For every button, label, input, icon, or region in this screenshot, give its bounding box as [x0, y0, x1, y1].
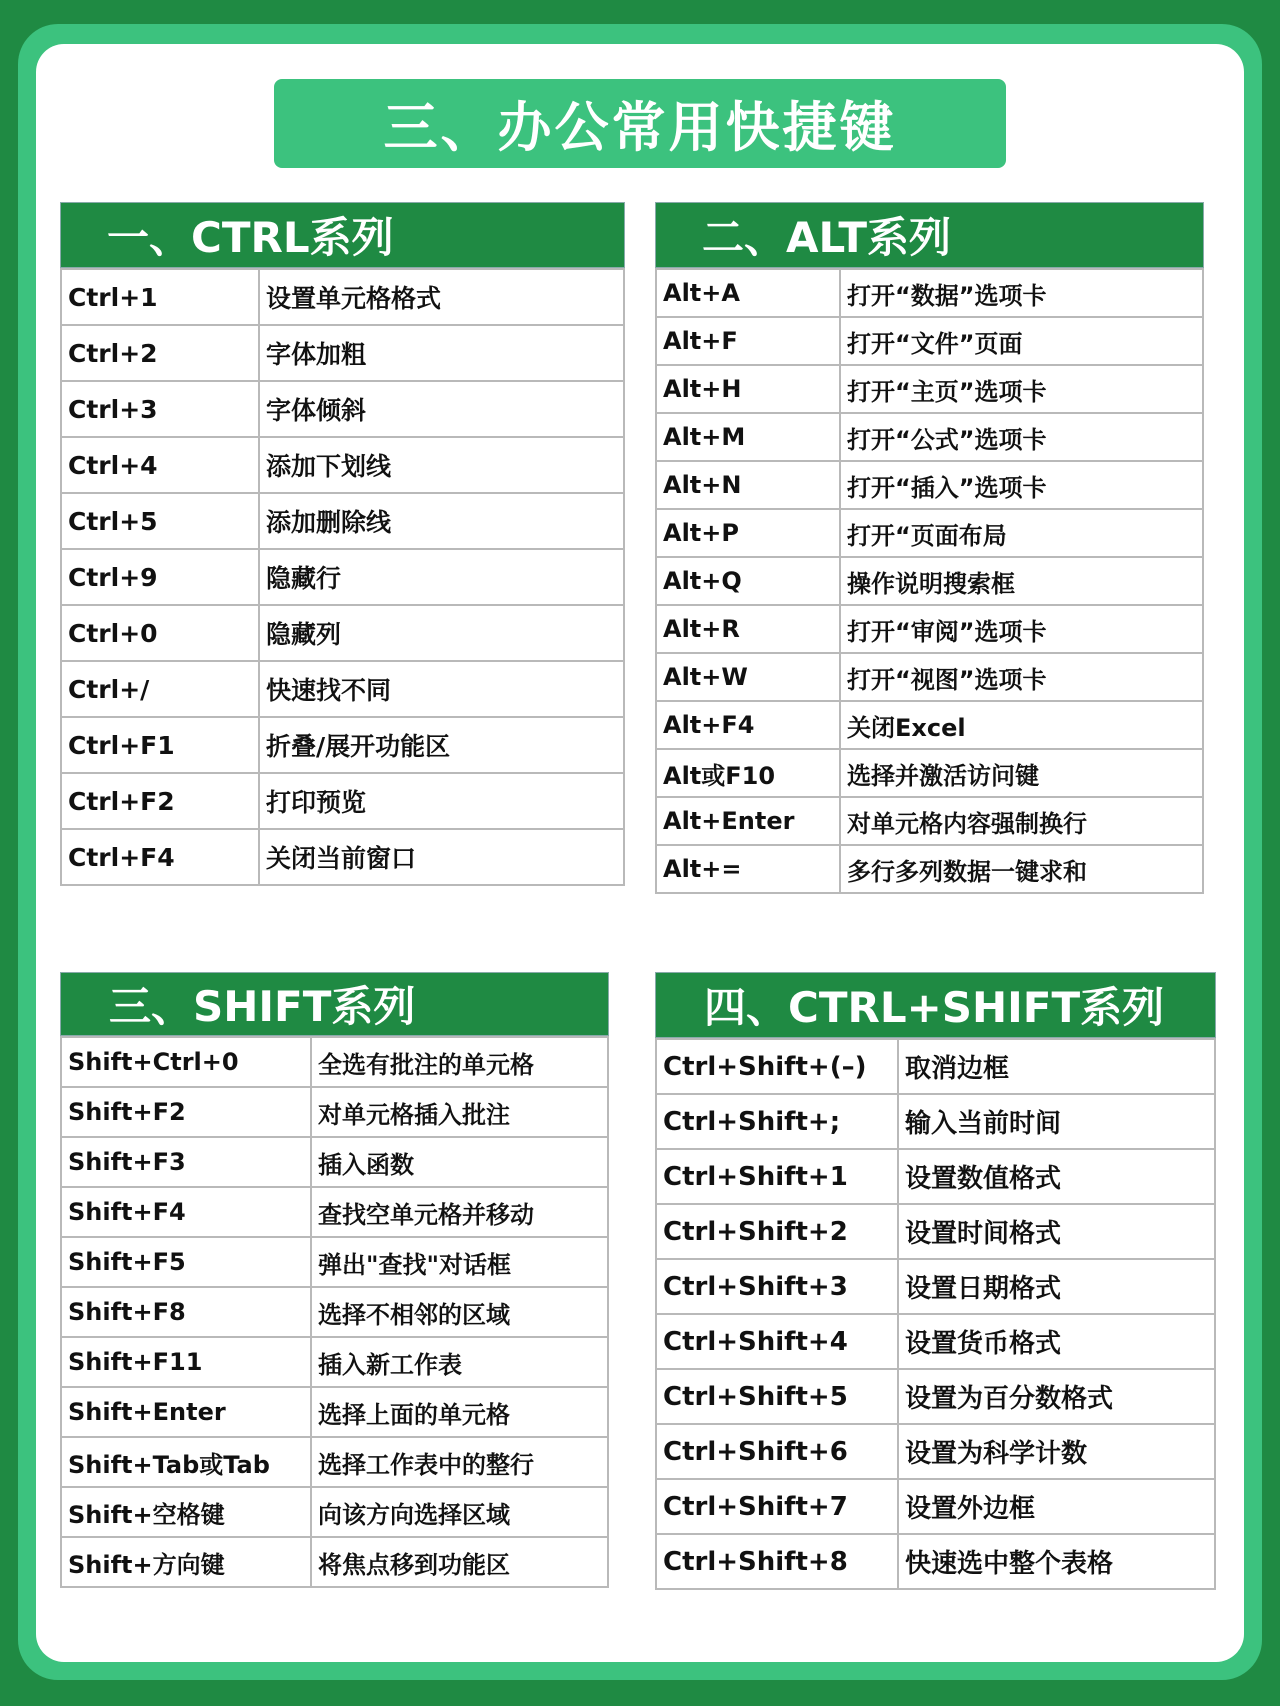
shortcut-description: 选择工作表中的整行 — [311, 1437, 608, 1487]
shortcut-description: 设置数值格式 — [898, 1149, 1215, 1204]
shortcut-key: Alt+F4 — [656, 701, 840, 749]
table-row — [656, 269, 1203, 317]
shortcut-description: 打印预览 — [259, 773, 624, 829]
table-row — [656, 317, 1203, 365]
shortcut-description: 设置外边框 — [898, 1479, 1215, 1534]
section-heading: 三、SHIFT系列 — [60, 972, 609, 1036]
table-row — [656, 1479, 1215, 1534]
ctrl-shortcut-panel — [60, 202, 625, 886]
shortcut-description: 操作说明搜索框 — [840, 557, 1203, 605]
table-row — [61, 437, 624, 493]
shortcut-key: Ctrl+3 — [61, 381, 259, 437]
shortcut-description: 多行多列数据一键求和 — [840, 845, 1203, 893]
shortcut-key: Shift+F2 — [61, 1087, 311, 1137]
table-row — [656, 845, 1203, 893]
table-row — [656, 797, 1203, 845]
shortcut-key: Ctrl+F1 — [61, 717, 259, 773]
shortcut-key: Ctrl+Shift+; — [656, 1094, 898, 1149]
table-row — [61, 549, 624, 605]
page-title: 三、办公常用快捷键 — [274, 79, 1006, 168]
shortcut-key: Ctrl+9 — [61, 549, 259, 605]
shortcut-description: 打开“页面布局 — [840, 509, 1203, 557]
shortcut-key: Shift+F8 — [61, 1287, 311, 1337]
shortcut-description: 输入当前时间 — [898, 1094, 1215, 1149]
shift-shortcut-panel — [60, 972, 609, 1588]
table-row — [61, 661, 624, 717]
shortcut-key: Alt或F10 — [656, 749, 840, 797]
shortcut-key: Ctrl+5 — [61, 493, 259, 549]
shortcut-description: 隐藏行 — [259, 549, 624, 605]
shortcut-key: Ctrl+Shift+1 — [656, 1149, 898, 1204]
table-row — [61, 1537, 608, 1587]
table-row — [61, 1037, 608, 1087]
shortcut-key: Alt+F — [656, 317, 840, 365]
shortcut-key: Alt+W — [656, 653, 840, 701]
shortcut-key: Shift+F11 — [61, 1337, 311, 1387]
shortcut-description: 添加下划线 — [259, 437, 624, 493]
shortcut-table — [655, 268, 1204, 894]
shortcut-key: Ctrl+Shift+8 — [656, 1534, 898, 1589]
shortcut-description: 全选有批注的单元格 — [311, 1037, 608, 1087]
table-row — [656, 1039, 1215, 1094]
table-row — [61, 717, 624, 773]
table-row — [61, 1137, 608, 1187]
shortcut-key: Alt+P — [656, 509, 840, 557]
table-row — [656, 461, 1203, 509]
table-row — [61, 1437, 608, 1487]
shortcut-description: 打开“审阅”选项卡 — [840, 605, 1203, 653]
shortcut-description: 打开“公式”选项卡 — [840, 413, 1203, 461]
shortcut-key: Ctrl+2 — [61, 325, 259, 381]
section-heading: 一、CTRL系列 — [60, 202, 625, 268]
shortcut-key: Alt+= — [656, 845, 840, 893]
section-heading: 二、ALT系列 — [655, 202, 1204, 268]
shortcut-description: 设置为科学计数 — [898, 1424, 1215, 1479]
table-row — [61, 1387, 608, 1437]
table-row — [61, 1337, 608, 1387]
table-row — [61, 829, 624, 885]
shortcut-key: Alt+M — [656, 413, 840, 461]
shortcut-description: 关闭Excel — [840, 701, 1203, 749]
shortcut-description: 关闭当前窗口 — [259, 829, 624, 885]
shortcut-description: 添加删除线 — [259, 493, 624, 549]
shortcut-description: 打开“视图”选项卡 — [840, 653, 1203, 701]
shortcut-key: Ctrl+Shift+5 — [656, 1369, 898, 1424]
shortcut-key: Ctrl+Shift+2 — [656, 1204, 898, 1259]
shortcut-description: 对单元格插入批注 — [311, 1087, 608, 1137]
shortcut-description: 插入函数 — [311, 1137, 608, 1187]
table-row — [61, 325, 624, 381]
table-row — [656, 413, 1203, 461]
section-heading: 四、CTRL+SHIFT系列 — [655, 972, 1216, 1038]
table-row — [656, 653, 1203, 701]
shortcut-table — [60, 268, 625, 886]
shortcut-key: Alt+Enter — [656, 797, 840, 845]
table-row — [656, 1094, 1215, 1149]
table-row — [61, 1237, 608, 1287]
shortcut-key: Shift+方向键 — [61, 1537, 311, 1587]
shortcut-description: 将焦点移到功能区 — [311, 1537, 608, 1587]
table-row — [61, 493, 624, 549]
shortcut-key: Alt+H — [656, 365, 840, 413]
shortcut-description: 打开“数据”选项卡 — [840, 269, 1203, 317]
table-row — [656, 509, 1203, 557]
shortcut-description: 选择不相邻的区域 — [311, 1287, 608, 1337]
shortcut-key: Ctrl+/ — [61, 661, 259, 717]
shortcut-description: 折叠/展开功能区 — [259, 717, 624, 773]
table-row — [61, 1087, 608, 1137]
shortcut-description: 设置时间格式 — [898, 1204, 1215, 1259]
shortcut-key: Shift+Enter — [61, 1387, 311, 1437]
ctrl-shift-shortcut-panel — [655, 972, 1216, 1590]
table-row — [656, 557, 1203, 605]
table-row — [61, 1187, 608, 1237]
table-row — [656, 749, 1203, 797]
shortcut-description: 快速找不同 — [259, 661, 624, 717]
table-row — [656, 365, 1203, 413]
shortcut-key: Ctrl+Shift+4 — [656, 1314, 898, 1369]
table-row — [61, 773, 624, 829]
shortcut-key: Shift+空格键 — [61, 1487, 311, 1537]
shortcut-key: Ctrl+4 — [61, 437, 259, 493]
shortcut-description: 插入新工作表 — [311, 1337, 608, 1387]
table-row — [61, 269, 624, 325]
shortcut-description: 向该方向选择区域 — [311, 1487, 608, 1537]
shortcut-description: 打开“文件”页面 — [840, 317, 1203, 365]
shortcut-description: 字体加粗 — [259, 325, 624, 381]
table-row — [61, 1287, 608, 1337]
shortcut-key: Ctrl+F4 — [61, 829, 259, 885]
shortcut-key: Shift+F3 — [61, 1137, 311, 1187]
shortcut-key: Alt+N — [656, 461, 840, 509]
shortcut-description: 弹出"查找"对话框 — [311, 1237, 608, 1287]
shortcut-key: Ctrl+1 — [61, 269, 259, 325]
shortcut-description: 设置为百分数格式 — [898, 1369, 1215, 1424]
table-row — [656, 1204, 1215, 1259]
table-row — [656, 1424, 1215, 1479]
shortcut-description: 字体倾斜 — [259, 381, 624, 437]
table-row — [656, 1534, 1215, 1589]
table-row — [61, 1487, 608, 1537]
shortcut-key: Ctrl+Shift+6 — [656, 1424, 898, 1479]
table-row — [61, 381, 624, 437]
shortcut-description: 设置货币格式 — [898, 1314, 1215, 1369]
shortcut-description: 设置单元格格式 — [259, 269, 624, 325]
shortcut-table — [60, 1036, 609, 1588]
shortcut-key: Ctrl+Shift+7 — [656, 1479, 898, 1534]
shortcut-description: 取消边框 — [898, 1039, 1215, 1094]
shortcut-key: Shift+Ctrl+0 — [61, 1037, 311, 1087]
table-row — [61, 605, 624, 661]
shortcut-description: 隐藏列 — [259, 605, 624, 661]
shortcut-description: 查找空单元格并移动 — [311, 1187, 608, 1237]
shortcut-key: Shift+Tab或Tab — [61, 1437, 311, 1487]
shortcut-key: Alt+Q — [656, 557, 840, 605]
shortcut-description: 设置日期格式 — [898, 1259, 1215, 1314]
table-row — [656, 1259, 1215, 1314]
shortcut-description: 打开“主页”选项卡 — [840, 365, 1203, 413]
shortcut-key: Ctrl+F2 — [61, 773, 259, 829]
shortcut-key: Shift+F5 — [61, 1237, 311, 1287]
shortcut-description: 选择上面的单元格 — [311, 1387, 608, 1437]
shortcut-key: Ctrl+0 — [61, 605, 259, 661]
shortcut-key: Alt+R — [656, 605, 840, 653]
shortcut-key: Alt+A — [656, 269, 840, 317]
shortcut-description: 快速选中整个表格 — [898, 1534, 1215, 1589]
shortcut-table — [655, 1038, 1216, 1590]
shortcut-key: Shift+F4 — [61, 1187, 311, 1237]
shortcut-description: 打开“插入”选项卡 — [840, 461, 1203, 509]
table-row — [656, 1369, 1215, 1424]
shortcut-key: Ctrl+Shift+3 — [656, 1259, 898, 1314]
table-row — [656, 605, 1203, 653]
table-row — [656, 1149, 1215, 1204]
shortcut-description: 选择并激活访问键 — [840, 749, 1203, 797]
alt-shortcut-panel — [655, 202, 1204, 894]
shortcut-description: 对单元格内容强制换行 — [840, 797, 1203, 845]
table-row — [656, 1314, 1215, 1369]
shortcut-key: Ctrl+Shift+(–) — [656, 1039, 898, 1094]
table-row — [656, 701, 1203, 749]
